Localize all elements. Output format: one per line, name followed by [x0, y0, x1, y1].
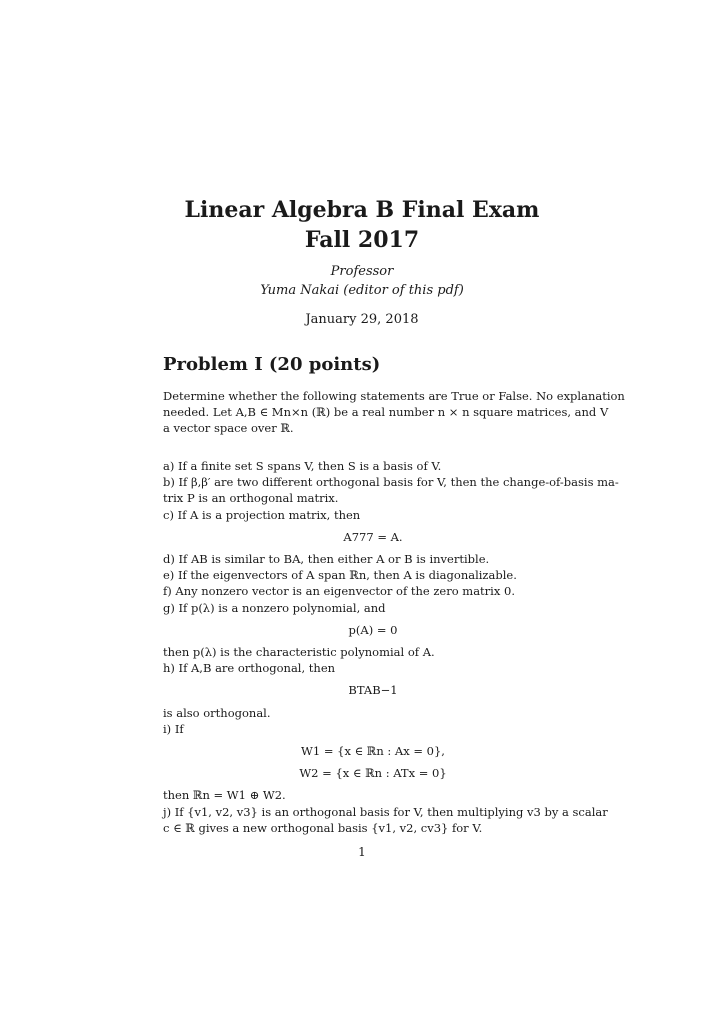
- page-number: 1: [358, 845, 366, 859]
- statement-c: c) If A is a projection matrix, then: [163, 507, 361, 522]
- statement-i: i) If: [163, 721, 184, 736]
- equation-c: A777 = A.: [343, 529, 403, 544]
- statement-j-line1: j) If {v1, v2, v3} is an orthogonal basis for V, then multiplying v3 by a scalar: [163, 804, 608, 819]
- statement-j-line2: c ∈ ℝ gives a new orthogonal basis {v1, v2, cv3} for V.: [163, 820, 483, 835]
- instruction-line: Determine whether the following statements are True or False. No explanation: [163, 389, 625, 403]
- exam-title: Linear Algebra B Final Exam: [184, 197, 540, 223]
- equation-h: BTAB−1: [348, 683, 398, 698]
- statement-b-line1: b) If β,β′ are two different orthogonal basis for V, then the change-of-basis ma-: [163, 475, 619, 490]
- equation-g: p(A) = 0: [348, 622, 398, 637]
- statement-f: f) Any nonzero vector is an eigenvector of the zero matrix 0.: [163, 584, 515, 599]
- statement-d: d) If AB is similar to BA, then either A or B is invertible.: [163, 552, 490, 567]
- author-line: Professor: [330, 264, 394, 279]
- author-line: Yuma Nakai (editor of this pdf): [260, 283, 464, 298]
- authors: [0, 262, 724, 300]
- statement-e: e) If the eigenvectors of A span ℝn, then A is diagonalizable.: [163, 568, 517, 583]
- exam-date: January 29, 2018: [305, 312, 419, 327]
- problem-heading: Problem I (20 points): [163, 354, 381, 375]
- equation-i-1: W1 = {x ∈ ℝn : Ax = 0},: [301, 744, 445, 759]
- equation-i-2: W2 = {x ∈ ℝn : ATx = 0}: [299, 766, 447, 781]
- statement-i-after: then ℝn = W1 ⊕ W2.: [163, 788, 286, 803]
- instruction-line: a vector space over ℝ.: [163, 421, 294, 436]
- problem-instructions: [163, 388, 625, 437]
- statement-list: [163, 458, 619, 836]
- statement-h-after: is also orthogonal.: [163, 705, 271, 720]
- statement-h: h) If A,B are orthogonal, then: [163, 661, 336, 676]
- exam-subtitle: Fall 2017: [304, 227, 420, 253]
- statement-g: g) If p(λ) is a nonzero polynomial, and: [163, 600, 386, 615]
- statement-a: a) If a finite set S spans V, then S is a basis of V.: [163, 459, 442, 473]
- instruction-line: needed. Let A,B ∈ Mn×n (ℝ) be a real number n × n square matrices, and V: [163, 405, 609, 420]
- statement-g-after: then p(λ) is the characteristic polynomial of A.: [163, 645, 435, 660]
- statement-b-line2: trix P is an orthogonal matrix.: [163, 491, 339, 506]
